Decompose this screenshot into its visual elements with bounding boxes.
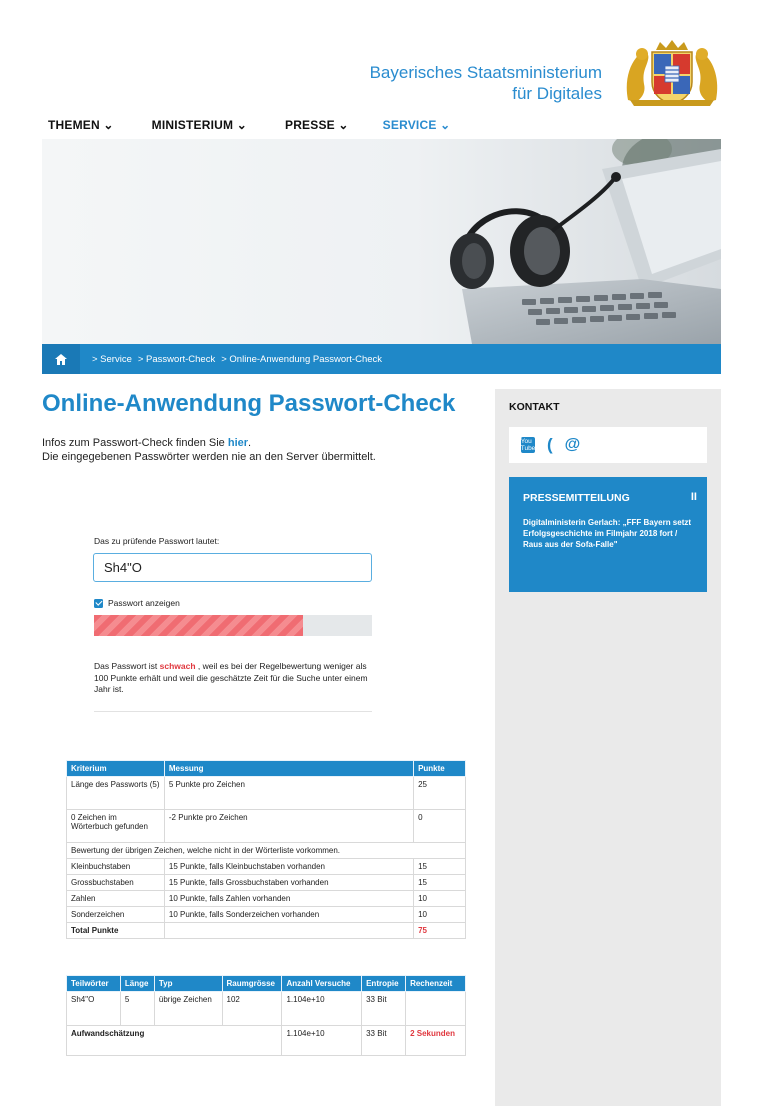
table-cell: Zahlen bbox=[67, 891, 165, 907]
verdict-text bbox=[94, 661, 376, 696]
rules-header-punkte: Punkte bbox=[414, 761, 466, 777]
table-cell: 10 Punkte, falls Sonderzeichen vorhanden bbox=[164, 907, 413, 923]
table-cell bbox=[164, 923, 413, 939]
table-cell: übrige Zeichen bbox=[154, 992, 222, 1026]
verdict-suffix: , weil es bei der Regelbewertung weniger als 100 Punkte erhält und weil die geschätzte Zeit für die Suche unter einem Jahr ist. bbox=[94, 661, 368, 694]
password-label: Das zu prüfende Passwort lautet: bbox=[94, 536, 220, 546]
rules-header-row bbox=[67, 761, 466, 777]
effort-header-row bbox=[67, 976, 466, 992]
table-cell: 1.104e+10 bbox=[282, 992, 362, 1026]
total-label: Total Punkte bbox=[67, 923, 165, 939]
table-row bbox=[67, 843, 466, 859]
kontakt-title: KONTAKT bbox=[509, 401, 560, 413]
effort-header-teilwoerter: Teilwörter bbox=[67, 976, 121, 992]
table-cell: 10 bbox=[414, 907, 466, 923]
table-cell: 102 bbox=[222, 992, 282, 1026]
page-title: Online-Anwendung Passwort-Check bbox=[42, 390, 456, 417]
table-cell: 10 Punkte, falls Zahlen vorhanden bbox=[164, 891, 413, 907]
table-cell: 15 bbox=[414, 875, 466, 891]
ministry-title-line2: für Digitales bbox=[512, 84, 602, 103]
pause-icon[interactable]: II bbox=[690, 491, 697, 503]
hero-image-headset-laptop bbox=[42, 139, 721, 344]
table-cell: 0 bbox=[414, 810, 466, 843]
table-row bbox=[67, 810, 466, 843]
nav-item-service[interactable]: SERVICE ⌄ bbox=[382, 118, 451, 132]
intro-line2: Die eingegebenen Passwörter werden nie an den Server übermittelt. bbox=[42, 451, 376, 463]
password-input[interactable] bbox=[93, 553, 372, 582]
kontakt-icons bbox=[509, 427, 707, 463]
table-cell: 15 bbox=[414, 859, 466, 875]
verdict-weak: schwach bbox=[159, 661, 196, 671]
total-row bbox=[67, 923, 466, 939]
summary-rechenzeit: 2 Sekunden bbox=[406, 1026, 466, 1056]
ministry-title[interactable] bbox=[300, 62, 602, 104]
rules-table bbox=[66, 760, 466, 939]
nav-item-themen[interactable]: THEMEN ⌄ bbox=[48, 118, 114, 132]
verdict-prefix: Das Passwort ist bbox=[94, 661, 160, 671]
rules-header-kriterium: Kriterium bbox=[67, 761, 165, 777]
nav-item-presse[interactable]: PRESSE ⌄ bbox=[284, 118, 349, 132]
table-row bbox=[67, 992, 466, 1026]
table-cell: Länge des Passworts (5) bbox=[67, 777, 165, 810]
effort-header-entropie: Entropie bbox=[362, 976, 406, 992]
table-cell: Grossbuchstaben bbox=[67, 875, 165, 891]
breadcrumb bbox=[42, 344, 721, 374]
table-row bbox=[67, 875, 466, 891]
home-icon[interactable] bbox=[42, 344, 80, 374]
effort-header-rechenzeit: Rechenzeit bbox=[406, 976, 466, 992]
youtube-icon[interactable]: You Tube bbox=[520, 438, 536, 452]
main-nav bbox=[48, 118, 450, 132]
table-cell: 15 Punkte, falls Kleinbuchstaben vorhanden bbox=[164, 859, 413, 875]
breadcrumb-current: > Online-Anwendung Passwort-Check bbox=[221, 353, 383, 365]
strength-meter bbox=[94, 615, 372, 636]
table-cell bbox=[406, 992, 466, 1026]
breadcrumb-passwort-check[interactable]: > Passwort-Check bbox=[137, 353, 216, 365]
rules-note: Bewertung der übrigen Zeichen, welche nicht in der Wörterliste vorkommen. bbox=[67, 843, 466, 859]
table-cell: 33 Bit bbox=[362, 1026, 406, 1056]
breadcrumb-service[interactable]: > Service bbox=[92, 353, 132, 365]
press-title: PRESSEMITTEILUNG bbox=[523, 492, 630, 504]
intro-link-hier[interactable]: hier bbox=[227, 437, 249, 449]
table-cell: 33 Bit bbox=[362, 992, 406, 1026]
divider bbox=[94, 711, 372, 712]
ministry-title-line1: Bayerisches Staatsministerium bbox=[369, 63, 602, 82]
effort-table bbox=[66, 975, 466, 1056]
table-cell: 0 Zeichen im Wörterbuch gefunden bbox=[67, 810, 165, 843]
table-cell: -2 Punkte pro Zeichen bbox=[164, 810, 413, 843]
press-release-link[interactable]: Digitalministerin Gerlach: „FFF Bayern setzt Erfolgsgeschichte im Filmjahr 2018 fort / Raus aus der Sofa-Falle" bbox=[523, 518, 692, 549]
intro-suffix: . bbox=[248, 437, 252, 449]
effort-header-raumgroesse: Raumgrösse bbox=[222, 976, 282, 992]
table-row bbox=[67, 777, 466, 810]
table-row bbox=[67, 891, 466, 907]
summary-label: Aufwandschätzung bbox=[67, 1026, 282, 1056]
table-cell: 25 bbox=[414, 777, 466, 810]
phone-icon[interactable]: ( bbox=[547, 435, 553, 454]
summary-row bbox=[67, 1026, 466, 1056]
effort-header-versuche: Anzahl Versuche bbox=[282, 976, 362, 992]
table-cell: Kleinbuchstaben bbox=[67, 859, 165, 875]
rules-header-messung: Messung bbox=[164, 761, 413, 777]
table-row bbox=[67, 907, 466, 923]
nav-item-ministerium[interactable]: MINISTERIUM ⌄ bbox=[151, 118, 247, 132]
table-cell: 1.104e+10 bbox=[282, 1026, 362, 1056]
show-password-checkbox[interactable] bbox=[94, 599, 103, 608]
email-icon[interactable]: @ bbox=[564, 436, 581, 453]
total-value: 75 bbox=[414, 923, 466, 939]
intro-prefix: Infos zum Passwort-Check finden Sie bbox=[42, 437, 228, 449]
table-row bbox=[67, 859, 466, 875]
strength-meter-fill bbox=[94, 615, 303, 636]
effort-header-laenge: Länge bbox=[120, 976, 154, 992]
table-cell: Sh4"O bbox=[67, 992, 121, 1026]
table-cell: 15 Punkte, falls Grossbuchstaben vorhanden bbox=[164, 875, 413, 891]
bavarian-crest-logo[interactable] bbox=[622, 40, 722, 106]
intro-text bbox=[42, 436, 376, 464]
effort-header-typ: Typ bbox=[154, 976, 222, 992]
show-password-toggle[interactable] bbox=[94, 598, 180, 608]
table-cell: Sonderzeichen bbox=[67, 907, 165, 923]
table-cell: 10 bbox=[414, 891, 466, 907]
press-release-box bbox=[509, 477, 707, 592]
table-cell: 5 Punkte pro Zeichen bbox=[164, 777, 413, 810]
table-cell: 5 bbox=[120, 992, 154, 1026]
show-password-label: Passwort anzeigen bbox=[108, 598, 180, 608]
